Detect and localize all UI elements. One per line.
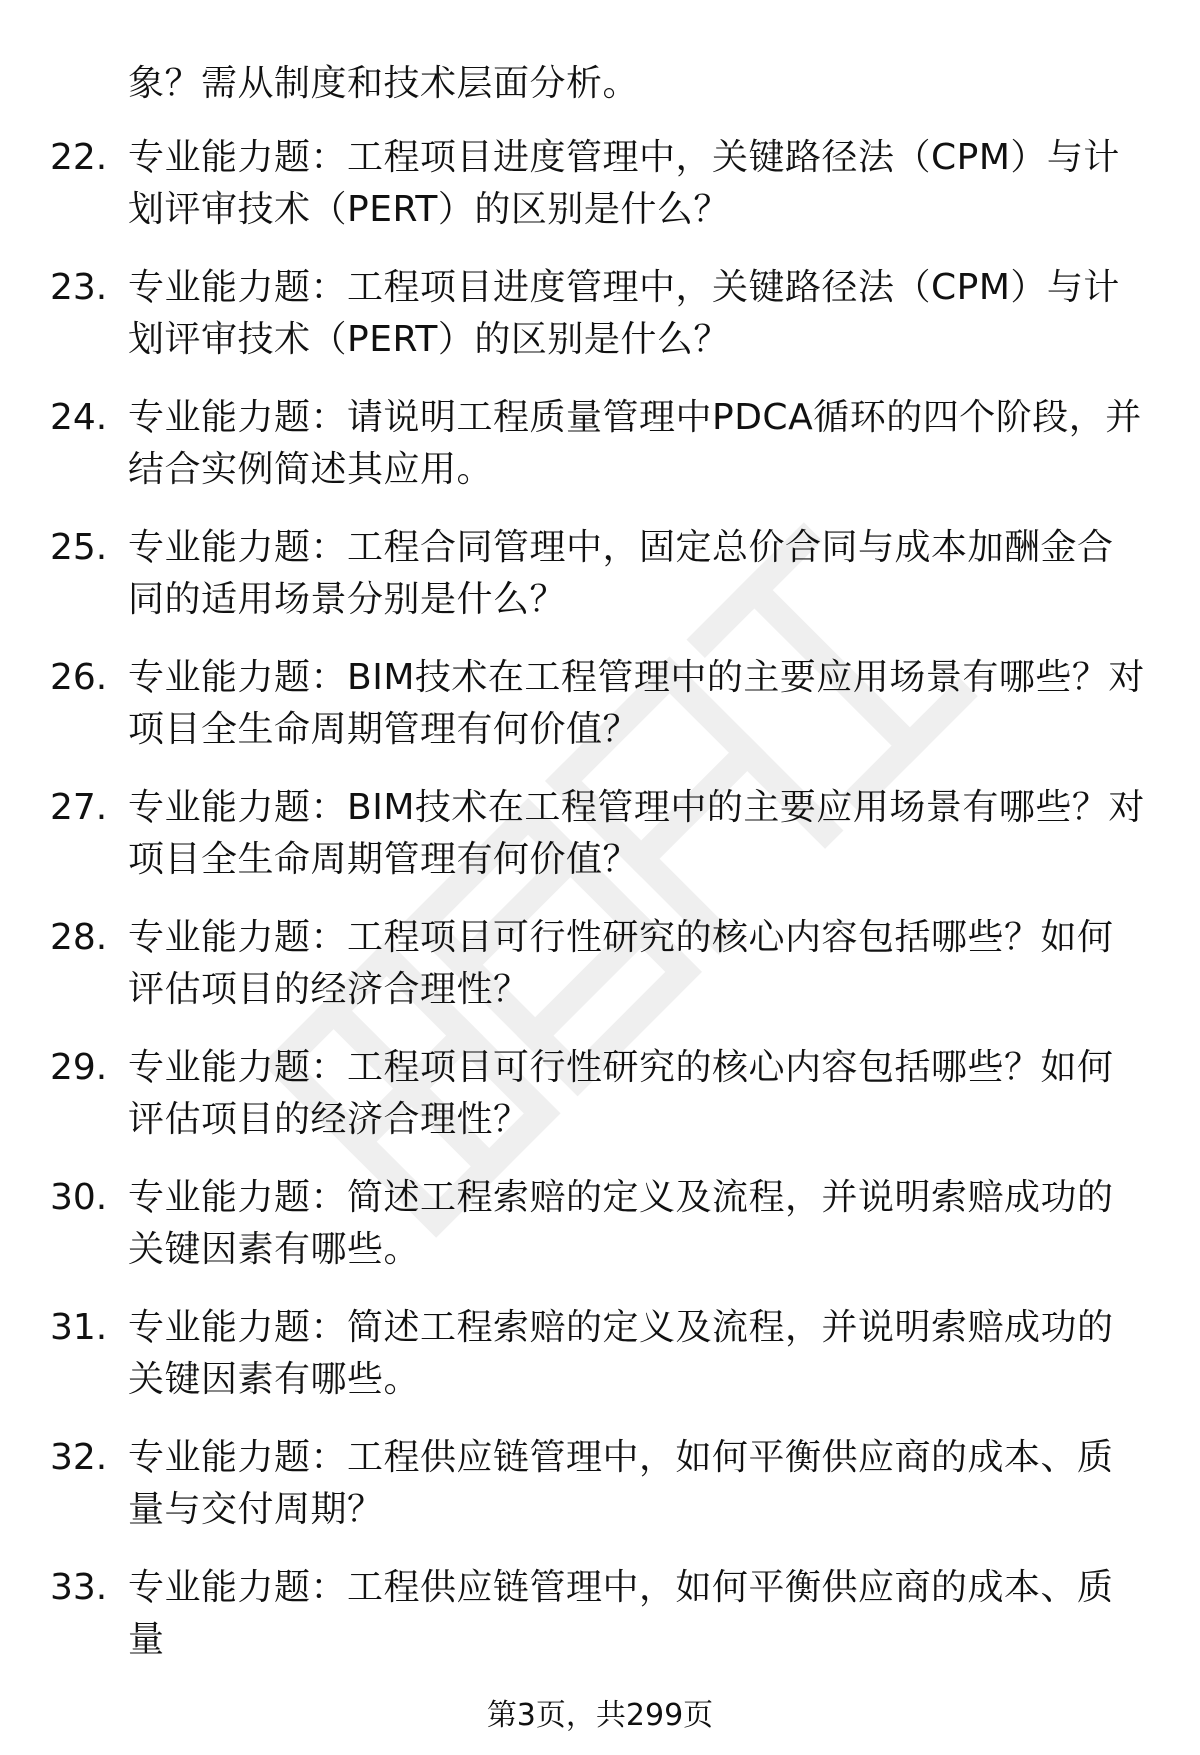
question-text: 专业能力题：请说明工程质量管理中PDCA循环的四个阶段，并结合实例简述其应用。: [128, 397, 1142, 490]
question-text: 专业能力题：工程项目进度管理中，关键路径法（CPM）与计划评审技术（PERT）的区别是什么？: [128, 137, 1120, 230]
continued-question-fragment: 象？需从制度和技术层面分析。: [128, 63, 640, 104]
question-text: 专业能力题：BIM技术在工程管理中的主要应用场景有哪些？对项目全生命周期管理有何价值？: [128, 787, 1145, 880]
question-item: [0, 262, 1200, 392]
question-text: 专业能力题：工程合同管理中，固定总价合同与成本加酬金合同的适用场景分别是什么？: [128, 527, 1114, 620]
question-text: 专业能力题：BIM技术在工程管理中的主要应用场景有哪些？对项目全生命周期管理有何价值？: [128, 657, 1145, 750]
question-number: 24.: [50, 397, 108, 438]
question-number: 33.: [50, 1567, 108, 1608]
question-item: [0, 782, 1200, 912]
question-number: 31.: [50, 1307, 108, 1348]
question-number: 22.: [50, 137, 108, 178]
question-number: 29.: [50, 1047, 108, 1088]
question-item: [0, 1562, 1200, 1692]
page-number-footer: 第3页，共299页: [486, 1698, 714, 1733]
question-item: [0, 652, 1200, 782]
question-number: 28.: [50, 917, 108, 958]
question-number: 23.: [50, 267, 108, 308]
question-text: 专业能力题：工程项目进度管理中，关键路径法（CPM）与计划评审技术（PERT）的区别是什么？: [128, 267, 1120, 360]
question-number: 25.: [50, 527, 108, 568]
question-item: [0, 522, 1200, 652]
question-text: 专业能力题：工程项目可行性研究的核心内容包括哪些？如何评估项目的经济合理性？: [128, 917, 1114, 1010]
question-number: 27.: [50, 787, 108, 828]
question-list: [0, 132, 1200, 1692]
question-text: 专业能力题：工程项目可行性研究的核心内容包括哪些？如何评估项目的经济合理性？: [128, 1047, 1114, 1140]
question-number: 26.: [50, 657, 108, 698]
question-item: [0, 1172, 1200, 1302]
question-text: 专业能力题：工程供应链管理中，如何平衡供应商的成本、质量与交付周期？: [128, 1437, 1114, 1530]
question-text: 专业能力题：简述工程索赔的定义及流程，并说明索赔成功的关键因素有哪些。: [128, 1307, 1114, 1400]
question-item: [0, 1432, 1200, 1562]
question-item: [0, 1302, 1200, 1432]
question-item: [0, 132, 1200, 262]
question-number: 30.: [50, 1177, 108, 1218]
question-text: 专业能力题：工程供应链管理中，如何平衡供应商的成本、质量: [128, 1567, 1114, 1660]
question-item: [0, 1042, 1200, 1172]
question-number: 32.: [50, 1437, 108, 1478]
question-text: 专业能力题：简述工程索赔的定义及流程，并说明索赔成功的关键因素有哪些。: [128, 1177, 1114, 1270]
question-item: [0, 392, 1200, 522]
question-item: [0, 912, 1200, 1042]
